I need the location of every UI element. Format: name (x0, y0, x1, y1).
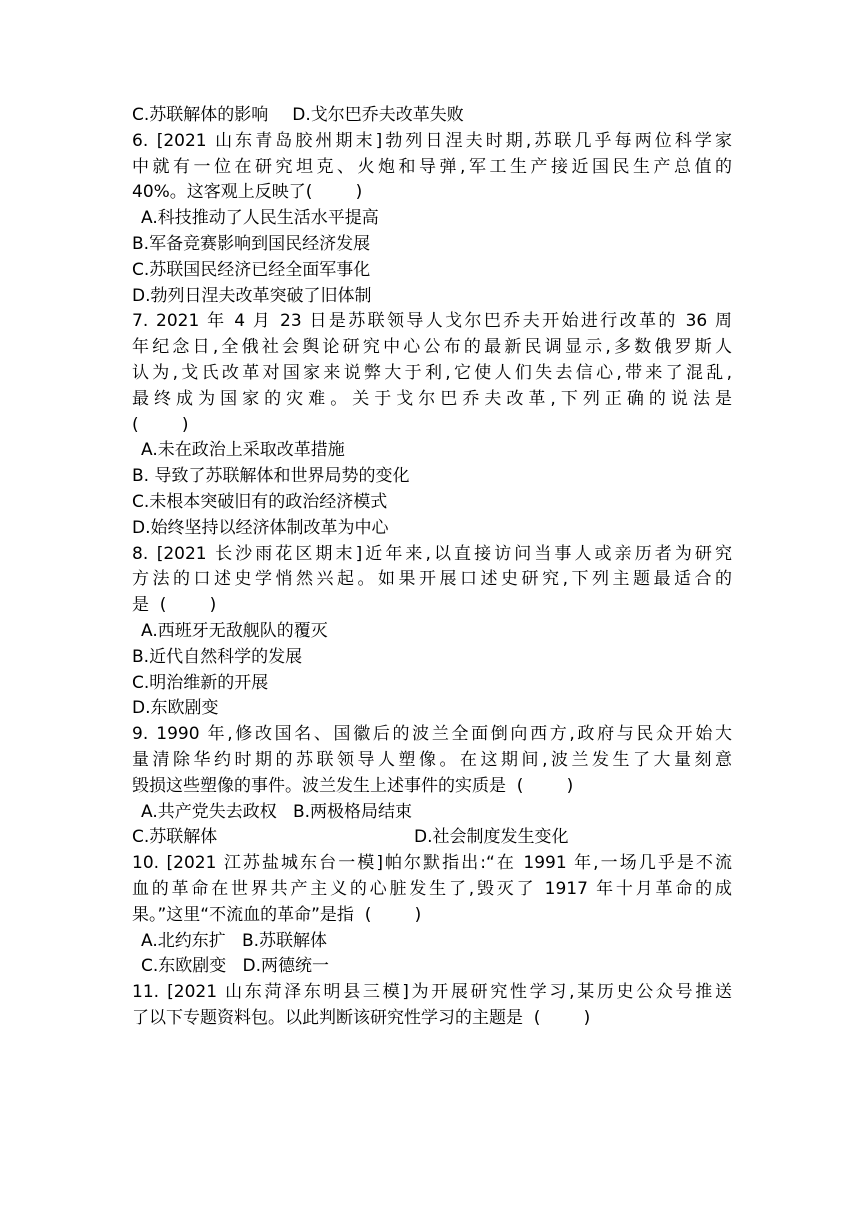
q9-option-d: D.社会制度发生变化 (414, 827, 569, 848)
q11-stem-line-2: 了以下专题资料包。以此判断该研究性学习的主题是 ( ) (132, 1007, 591, 1028)
q10-option-ab: A.北约东扩 B.苏联解体 (141, 930, 328, 951)
q9-stem-line-3: 毁损这些塑像的事件。波兰发生上述事件的实质是 ( ) (132, 775, 574, 796)
q7-stem-line-5: ( ) (132, 414, 189, 435)
q9-option-cd (132, 825, 732, 851)
q9-stem-line-1: 9. 1990 年,修改国名、国徽后的波兰全面倒向西方,政府与民众开始大 (132, 724, 732, 745)
q9-stem-line-2: 量清除华约时期的苏联领导人塑像。在这期间,波兰发生了大量刻意 (132, 749, 732, 770)
q10-stem-line-2: 血的革命在世界共产主义的心脏发生了,毁灭了 1917 年十月革命的成 (132, 878, 732, 899)
q6-stem-line-1: 6. [2021 山东青岛胶州期末]勃列日涅夫时期,苏联几乎每两位科学家 (132, 130, 732, 151)
q6-option-c: C.苏联国民经济已经全面军事化 (132, 259, 371, 280)
q10-stem-line-3: 果。”这里“不流血的革命”是指 ( ) (132, 904, 422, 925)
q11-stem-line-1: 11. [2021 山东菏泽东明县三模]为开展研究性学习,某历史公众号推送 (132, 982, 732, 1003)
q9-option-ab: A.共产党失去政权 B.两极格局结束 (141, 801, 413, 822)
q8-stem-line-1: 8. [2021 长沙雨花区期末]近年来,以直接访问当事人或亲历者为研究 (132, 543, 732, 564)
q6-option-a: A.科技推动了人民生活水平提高 (141, 208, 379, 229)
q8-option-b: B.近代自然科学的发展 (132, 646, 303, 667)
q7-stem-line-2: 年纪念日,全俄社会舆论研究中心公布的最新民调显示,多数俄罗斯人 (132, 337, 732, 358)
q6-option-d: D.勃列日涅夫改革突破了旧体制 (132, 285, 372, 306)
q6-option-b: B.军备竞赛影响到国民经济发展 (132, 233, 371, 254)
q5-option-d: D.戈尔巴乔夫改革失败 (292, 105, 464, 125)
q8-option-c: C.明治维新的开展 (132, 672, 269, 693)
question-5-options-cd (132, 103, 732, 129)
q7-option-c: C.未根本突破旧有的政治经济模式 (132, 491, 388, 512)
q7-stem-line-4: 最终成为国家的灾难。关于戈尔巴乔夫改革,下列正确的说法是 (132, 388, 732, 409)
document-page (132, 103, 732, 1032)
q7-stem-line-3: 认为,戈氏改革对国家来说弊大于利,它使人们失去信心,带来了混乱, (132, 362, 732, 383)
q6-stem-line-3: 40%。这客观上反映了( ) (132, 182, 363, 203)
q7-option-a: A.未在政治上采取改革措施 (141, 440, 345, 461)
q8-stem-line-3: 是 ( ) (132, 595, 217, 616)
q10-stem-line-1: 10. [2021 江苏盐城东台一模]帕尔默指出:“在 1991 年,一场几乎是不流 (132, 853, 732, 874)
q7-stem-line-1: 7. 2021 年 4 月 23 日是苏联领导人戈尔巴乔夫开始进行改革的 36 周 (132, 311, 732, 332)
q9-option-c: C.苏联解体 (132, 827, 218, 848)
q7-option-d: D.始终坚持以经济体制改革为中心 (132, 517, 389, 538)
q8-stem-line-2: 方法的口述史学悄然兴起。如果开展口述史研究,下列主题最适合的 (132, 569, 732, 590)
q10-option-cd: C.东欧剧变 D.两德统一 (141, 956, 329, 977)
q5-option-c: C.苏联解体的影响 (132, 105, 269, 125)
q8-option-a: A.西班牙无敌舰队的覆灭 (141, 620, 328, 641)
q8-option-d: D.东欧剧变 (132, 698, 219, 719)
q7-option-b: B. 导致了苏联解体和世界局势的变化 (132, 466, 410, 487)
q6-stem-line-2: 中就有一位在研究坦克、火炮和导弹,军工生产接近国民生产总值的 (132, 156, 732, 177)
